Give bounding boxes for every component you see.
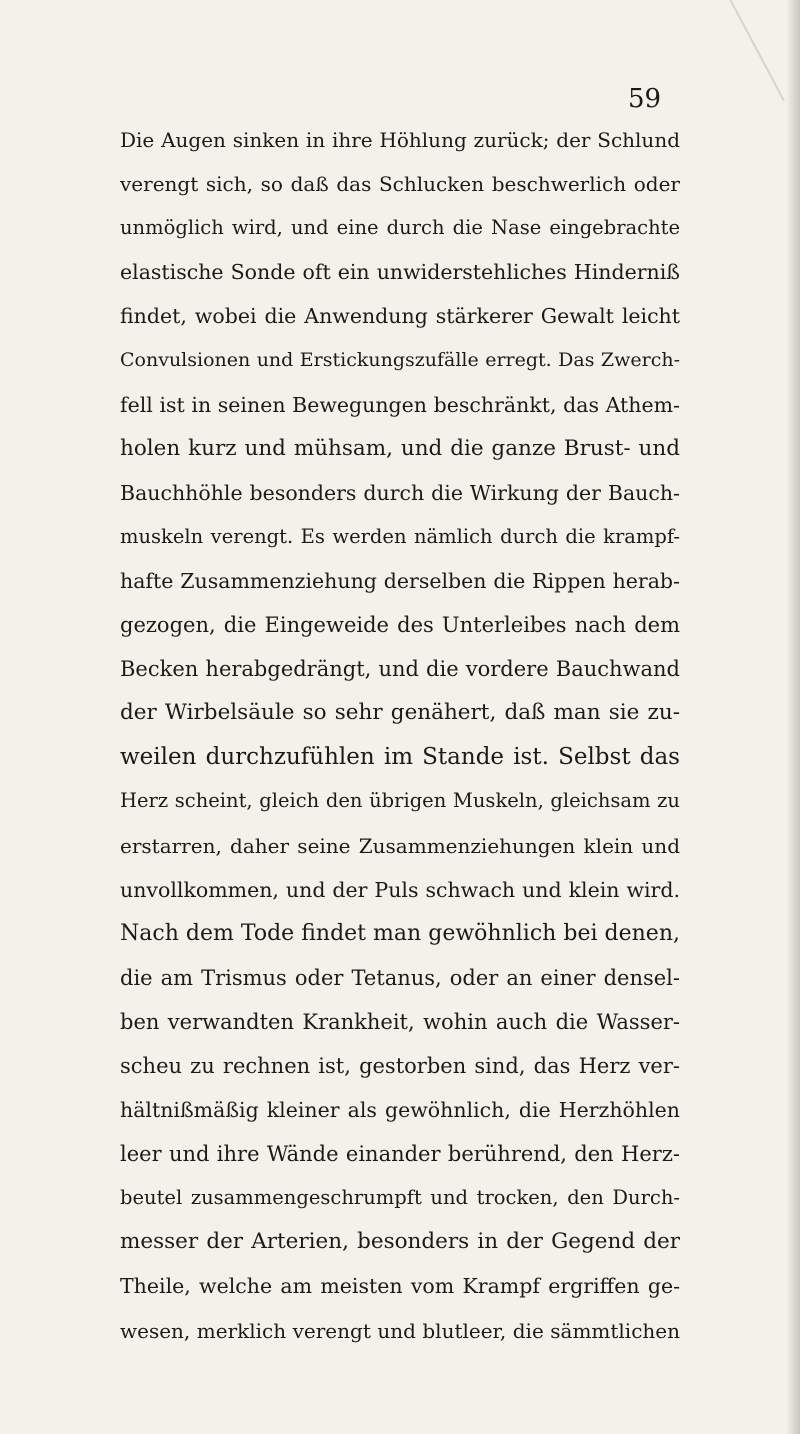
text-line: gezogen, die Eingeweide des Unterleibes nach dem [120,613,680,638]
text-line: findet, wobei die Anwendung stärkerer Gewalt leicht [120,304,680,329]
body-text [120,118,680,1353]
text-line: erstarren, daher seine Zusammenziehungen klein und [120,833,680,858]
text-line: beutel zusammengeschrumpft und trocken, den Durch- [120,1186,680,1210]
page-fold-crease [708,0,785,101]
text-line: der Wirbelsäule so sehr genähert, daß man sie zu- [120,700,680,726]
text-line: unvollkommen, und der Puls schwach und klein wird. [120,877,680,902]
text-line: messer der Arterien, besonders in der Gegend der [120,1229,680,1255]
text-line: ben verwandten Krankheit, wohin auch die Wasser- [120,1009,680,1034]
text-line: Theile, welche am meisten vom Krampf ergriffen ge- [120,1274,680,1299]
text-line: Bauchhöhle besonders durch die Wirkung der Bauch- [120,480,680,505]
text-line: leer und ihre Wände einander berührend, den Herz- [120,1142,680,1167]
text-line: hältnißmäßig kleiner als gewöhnlich, die Herzhöhlen [120,1098,680,1123]
text-line: scheu zu rechnen ist, gestorben sind, das Herz ver- [120,1053,680,1078]
text-line: Herz scheint, gleich den übrigen Muskeln, gleichsam zu [120,789,680,813]
text-line: unmöglich wird, und eine durch die Nase eingebrachte [120,216,680,240]
text-line: muskeln verengt. Es werden nämlich durch die krampf- [120,524,680,548]
text-line: Die Augen sinken in ihre Höhlung zurück; der Schlund [120,128,680,152]
text-line: weilen durchzufühlen im Stande ist. Selbst das [120,744,680,771]
page-edge-shadow [786,0,800,1434]
text-line: die am Trismus oder Tetanus, oder an einer densel- [120,965,680,990]
text-line: fell ist in seinen Bewegungen beschränkt, das Athem- [120,392,680,417]
text-line: elastische Sonde oft ein unwiderstehliches Hinderniß [120,260,680,285]
text-line: holen kurz und mühsam, und die ganze Brust- und [120,435,680,461]
text-line: wesen, merklich verengt und blutleer, die sämmtlichen [120,1318,680,1343]
text-line: hafte Zusammenziehung derselben die Rippen herab- [120,568,680,593]
text-line: Nach dem Tode findet man gewöhnlich bei denen, [120,920,680,946]
text-line: Becken herabgedrängt, und die vordere Bauchwand [120,657,680,682]
page-number: 59 [628,84,662,114]
text-line: Convulsionen und Erstickungszufälle erregt. Das Zwerch- [120,349,680,372]
text-line: verengt sich, so daß das Schlucken beschwerlich oder [120,172,680,197]
